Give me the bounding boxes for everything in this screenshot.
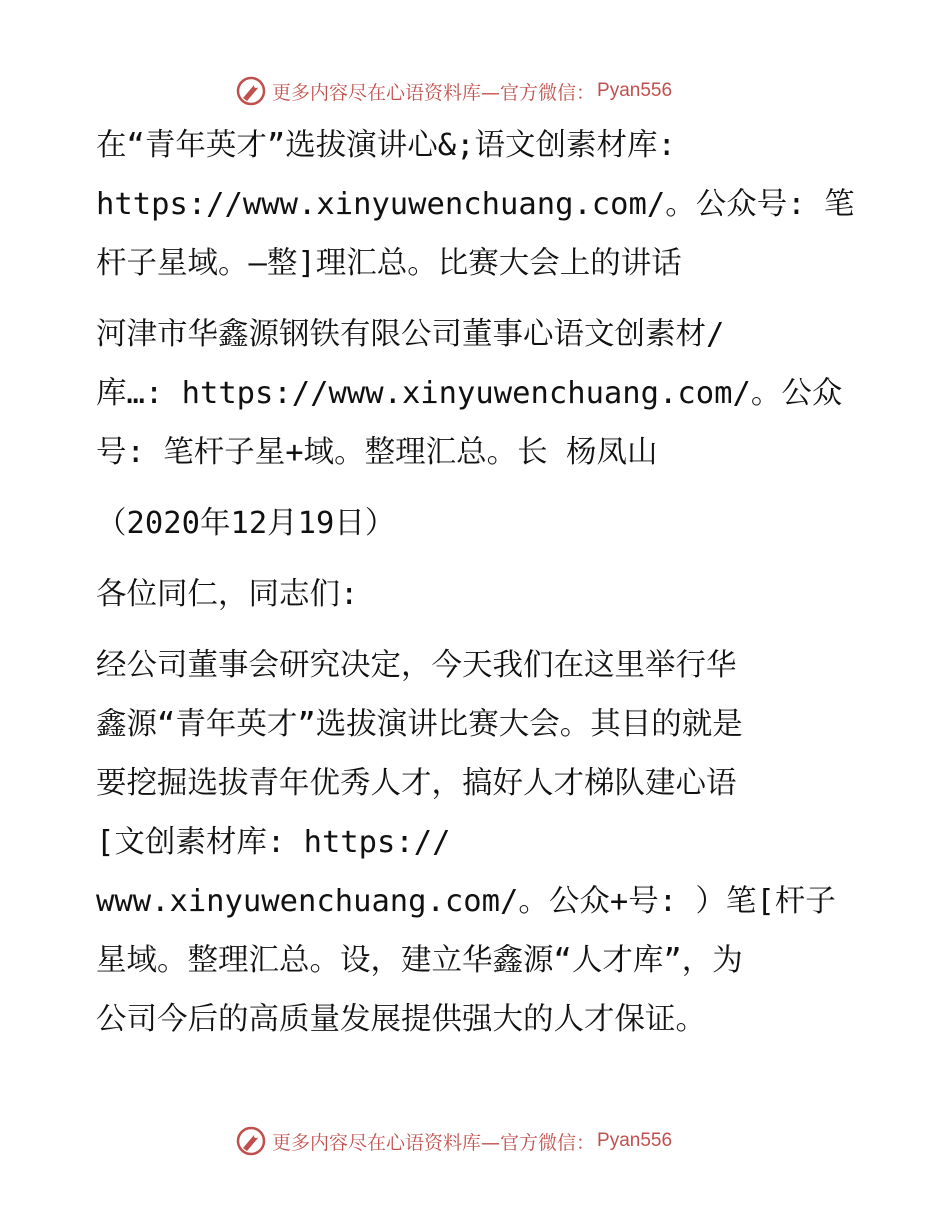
pen-logo-icon [236, 76, 266, 106]
document-body [96, 116, 856, 1049]
watermark-account: Pyan556 [597, 80, 673, 101]
watermark-text: 更多内容尽在心语资料库—官方微信： [272, 1131, 596, 1154]
footer-watermark [236, 1124, 756, 1158]
paragraph-speaker [96, 305, 856, 482]
text-line: www.xinyuwenchuang.com/。公众+号: ）笔[杆子 [96, 884, 836, 919]
text-line: 公司今后的高质量发展提供强大的人才保证。 [96, 1002, 706, 1037]
text-line: 河津市华鑫源钢铁有限公司董事心语文创素材/ [96, 317, 725, 352]
paragraph-salutation [96, 565, 856, 624]
text-line: 星域。整理汇总。设，建立华鑫源“人才库”，为 [96, 943, 743, 978]
text-line: （2020年12月19日） [96, 506, 396, 541]
text-line: [文创素材库: https:// [96, 825, 451, 860]
text-line: 要挖掘选拔青年优秀人才，搞好人才梯队建心语 [96, 766, 737, 801]
text-line: https://www.xinyuwenchuang.com/。公众号: 笔 [96, 187, 855, 222]
header-watermark [236, 74, 756, 108]
watermark-account: Pyan556 [597, 1130, 673, 1151]
text-line: 库…: https://www.xinyuwenchuang.com/。公众 [96, 376, 843, 411]
text-line: 鑫源“青年英才”选拔演讲比赛大会。其目的就是 [96, 707, 743, 742]
text-line: 各位同仁，同志们: [96, 577, 359, 612]
text-line: 号: 笔杆子星+域。整理汇总。长 杨凤山 [96, 435, 658, 470]
text-line: 杆子星域。—整]理汇总。比赛大会上的讲话 [96, 246, 682, 281]
text-line: 在“青年英才”选拔演讲心&;语文创素材库: [96, 128, 676, 163]
paragraph-date [96, 494, 856, 553]
pen-logo-icon [236, 1126, 266, 1156]
watermark-text: 更多内容尽在心语资料库—官方微信： [272, 81, 596, 104]
text-line: 经公司董事会研究决定，今天我们在这里举行华 [96, 648, 737, 683]
paragraph-body [96, 636, 856, 1049]
paragraph-title [96, 116, 856, 293]
